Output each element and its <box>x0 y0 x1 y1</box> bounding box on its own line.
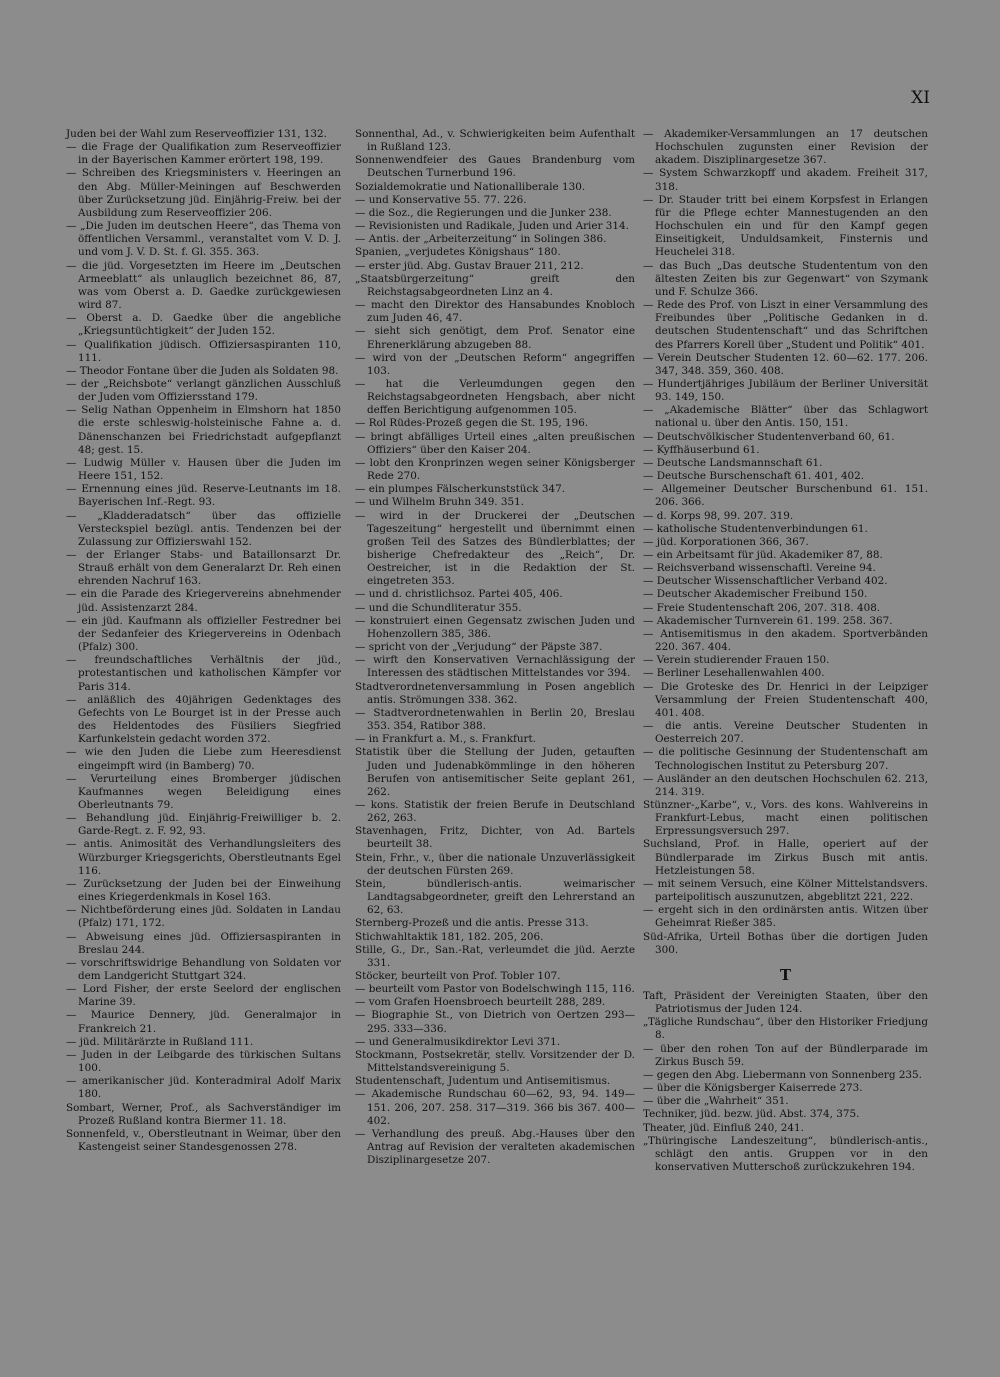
index-entry: — kons. Statistik der freien Berufe in Deutschland 262, 263. <box>355 798 635 825</box>
index-entry: „Thüringische Landeszeitung“, bündlerisch-antis., schlägt den antis. Gruppen vor in den konservativen Mutterschoß zurückzukehren 194. <box>643 1134 928 1174</box>
index-entry: Süd-Afrika, Urteil Bothas über die dortigen Juden 300. <box>643 930 928 956</box>
index-entry: Juden bei der Wahl zum Reserveoffizier 131, 132. <box>66 128 327 140</box>
index-entry: „Staatsbürgerzeitung“ greift den Reichstagsabgeordneten Linz an 4. <box>355 272 635 298</box>
index-entry: — ein die Parade des Kriegervereins abnehmender jüd. Assistenzarzt 284. <box>66 588 341 614</box>
index-entry: — Akademiker-Versammlungen an 17 deutschen Hochschulen zugunsten einer Revision der akadem. Disziplinargesetze 367. <box>643 128 928 167</box>
index-entry: Stünzner-„Karbe“, v., Vors. des kons. Wahlvereins in Frankfurt-Lebus, macht einen politischen Erpressungsversuch 297. <box>643 798 928 838</box>
index-entry: — antis. Animosität des Verhandlungsleiters des Würzburger Kriegsgerichts, Oberstleutnants Egel 116. <box>66 838 341 877</box>
index-entry: — macht den Direktor des Hansabundes Knobloch zum Juden 46, 47. <box>355 299 635 325</box>
index-entry: — Rede des Prof. von Liszt in einer Versammlung des Freibundes über „Politische Gedanken in d. deutschen Studentenschaft“ und das Schriftchen des Pfarrers Korell über „Student und Politik“ 401. <box>643 299 928 351</box>
index-entry: — vorschriftswidrige Behandlung von Soldaten vor dem Landgericht Stuttgart 324. <box>66 956 341 982</box>
index-entry: — bringt abfälliges Urteil eines „alten preußischen Offiziers“ über den Kaiser 204. <box>355 430 635 456</box>
index-entry: — über den rohen Ton auf der Bündlerparade im Zirkus Busch 59. <box>643 1042 928 1068</box>
index-entry: — Verurteilung eines Bromberger jüdischen Kaufmannes wegen Beleidigung eines Oberleutnants 79. <box>66 772 341 811</box>
index-entry: — ein plumpes Fälscherkunststück 347. <box>355 483 566 496</box>
index-column-middle <box>355 128 635 1167</box>
index-entry: Stockmann, Postsekretär, stellv. Vorsitzender der D. Mittelstandsvereinigung 5. <box>355 1048 635 1075</box>
index-entry: — vom Grafen Hoensbroech beurteilt 288, 289. <box>355 996 606 1009</box>
index-entry: — Deutsche Burschenschaft 61. 401, 402. <box>643 470 865 483</box>
index-entry: — über die Königsberger Kaiserrede 273. <box>643 1082 863 1095</box>
index-entry: — Maurice Dennery, jüd. Generalmajor in Frankreich 21. <box>66 1009 341 1035</box>
index-entry: — Biographie St., von Dietrich von Oertzen 293—295. 333—336. <box>355 1009 635 1035</box>
index-entry: — Deutscher Akademischer Freibund 150. <box>643 588 868 601</box>
index-entry: — lobt den Kronprinzen wegen seiner Königsberger Rede 270. <box>355 456 635 483</box>
index-entry: — und d. christlichsoz. Partei 405, 406. <box>355 588 563 601</box>
index-entry: — Stadtverordnetenwahlen in Berlin 20, Breslau 353. 354, Ratibor 388. <box>355 706 635 733</box>
index-entry: — Hundertjähriges Jubiläum der Berliner Universität 93. 149, 150. <box>643 377 928 404</box>
index-entry: — wird von der „Deutschen Reform“ angegriffen 103. <box>355 351 635 377</box>
index-entry: — amerikanischer jüd. Konteradmiral Adolf Marix 180. <box>66 1075 341 1101</box>
index-entry: — „Die Juden im deutschen Heere“, das Thema von öffentlichen Versamml., veranstaltet vom V. D. J. und vom J. V. D. St. f. Gl. 355. 363. <box>66 220 341 259</box>
index-entry: — sieht sich genötigt, dem Prof. Senator eine Ehrenerklärung abzugeben 88. <box>355 325 635 351</box>
index-entry: — wie den Juden die Liebe zum Heeresdienst eingeimpft wird (in Bamberg) 70. <box>66 746 341 772</box>
index-entry: — Verein studierender Frauen 150. <box>643 654 830 667</box>
index-entry: — die Soz., die Regierungen und die Junker 238. <box>355 206 612 219</box>
index-entry: — Deutsche Landsmannschaft 61. <box>643 456 823 469</box>
index-entry: — über die „Wahrheit“ 351. <box>643 1095 789 1108</box>
index-entry: — die politische Gesinnung der Studentenschaft am Technologischen Institut zu Petersburg 207. <box>643 746 928 772</box>
index-entry: — Reichsverband wissenschaftl. Vereine 94. <box>643 562 876 575</box>
index-entry: Sonnenfeld, v., Oberstleutnant in Weimar, über den Kastengeist seiner Standesgenossen 278. <box>66 1127 341 1154</box>
index-entry: Studentenschaft, Judentum und Antisemitismus. <box>355 1075 611 1088</box>
index-entry: — Freie Studentenschaft 206, 207. 318. 408. <box>643 601 881 614</box>
index-entry: — Lord Fisher, der erste Seelord der englischen Marine 39. <box>66 983 341 1009</box>
index-column-left <box>66 128 341 1154</box>
index-entry: — Ernennung eines jüd. Reserve-Leutnants im 18. Bayerischen Inf.-Regt. 93. <box>66 483 341 509</box>
index-entry: — Oberst a. D. Gaedke über die angebliche „Kriegsuntüchtigkeit“ der Juden 152. <box>66 312 341 338</box>
index-entry: — Zurücksetzung der Juden bei der Einweihung eines Kriegerdenkmals in Kosel 163. <box>66 877 341 904</box>
index-entry: Spanien, „verjudetes Königshaus“ 180. <box>355 246 561 259</box>
index-entry: Taft, Präsident der Vereinigten Staaten, über den Patriotismus der Juden 124. <box>643 990 928 1016</box>
index-entry: — anläßlich des 40jährigen Gedenktages des Gefechts von Le Bourget ist in der Presse auch des Heldentodes des Füsiliers Siegfried Karfunkelstein gedacht worden 372. <box>66 693 341 746</box>
index-entry: — die jüd. Vorgesetzten im Heere im „Deutschen Armeeblatt“ als unlauglich bezeichnet 86, 87, was vom Oberst a. D. Gaedke zurückgewiesen wird 87. <box>66 259 341 312</box>
index-entry: — gegen den Abg. Liebermann von Sonnenberg 235. <box>643 1068 922 1081</box>
index-entry: Stichwahltaktik 181, 182. 205, 206. <box>355 930 544 943</box>
index-entry: Stein, bündlerisch-antis. weimarischer Landtagsabgeordneter, greift den Lehrerstand an 62, 63. <box>355 877 635 917</box>
index-entry: — spricht von der „Verjudung“ der Päpste 387. <box>355 641 603 654</box>
index-entry: — Deutscher Wissenschaftlicher Verband 402. <box>643 575 888 588</box>
index-entry: — und die Schundliteratur 355. <box>355 601 522 614</box>
index-entry: — Antis. der „Arbeiterzeitung“ in Solingen 386. <box>355 233 607 246</box>
index-entry: — der „Reichsbote“ verlangt gänzlichen Ausschluß der Juden vom Offiziersstand 179. <box>66 377 341 404</box>
section-heading: T <box>779 965 792 984</box>
index-entry: — Ludwig Müller v. Hausen über die Juden im Heere 151, 152. <box>66 456 341 483</box>
index-entry: — Kyffhäuserbund 61. <box>643 443 760 456</box>
index-entry: — ein jüd. Kaufmann als offizieller Festredner bei der Sedanfeier des Kriegervereins in Odenbach (Pfalz) 300. <box>66 614 341 654</box>
index-entry: Sonnenthal, Ad., v. Schwierigkeiten beim Aufenthalt in Rußland 123. <box>355 128 635 154</box>
index-entry: — Qualifikation jüdisch. Offiziersaspiranten 110, 111. <box>66 338 341 364</box>
index-entry: Sternberg-Prozeß und die antis. Presse 313. <box>355 917 589 930</box>
index-entry: — konstruiert einen Gegensatz zwischen Juden und Hohenzollern 385, 386. <box>355 614 635 640</box>
index-entry: — freundschaftliches Verhältnis der jüd., protestantischen und katholischen Kämpfer vor Paris 314. <box>66 654 341 693</box>
index-entry: — in Frankfurt a. M., s. Frankfurt. <box>355 733 536 746</box>
index-entry: — Verein Deutscher Studenten 12. 60—62. 177. 206. 347, 348. 359, 360. 408. <box>643 351 928 377</box>
index-entry: Stille, G., Dr., San.-Rat, verleumdet die jüd. Aerzte 331. <box>355 943 635 969</box>
index-entry: Stadtverordnetenversammlung in Posen angeblich antis. Strömungen 338. 362. <box>355 680 635 706</box>
index-entry: — Dr. Stauder tritt bei einem Korpsfest in Erlangen für die Pflege echter Mannestugenden an den Hochschulen ein und für den Kampf gegen Einseitigkeit, Unduldsamkeit, Finsternis und Heuchelei 318. <box>643 193 928 259</box>
index-entry: — Revisionisten und Radikale, Juden und Arier 314. <box>355 220 629 233</box>
index-entry: — Rol Rüdes-Prozeß gegen die St. 195, 196. <box>355 417 589 430</box>
index-entry: — Abweisung eines jüd. Offiziersaspiranten in Breslau 244. <box>66 930 341 956</box>
index-entry: Sombart, Werner, Prof., als Sachverständiger im Prozeß Rußland kontra Biermer 11. 18. <box>66 1101 341 1127</box>
index-entry: — Allgemeiner Deutscher Burschenbund 61. 151. 206. 366. <box>643 483 928 509</box>
index-entry: Statistik über die Stellung der Juden, getauften Juden und Judenabkömmlinge in den höheren Berufen von antisemitischer Seite geplant 261, 262. <box>355 746 635 798</box>
index-entry: — und Generalmusikdirektor Levi 371. <box>355 1035 561 1048</box>
index-entry: — jüd. Korporationen 366, 367. <box>643 535 809 548</box>
index-entry: „Tägliche Rundschau“, über den Historiker Friedjung 8. <box>643 1016 928 1042</box>
index-entry: — „Akademische Blätter“ über das Schlagwort national u. über den Antis. 150, 151. <box>643 404 928 430</box>
index-entry: — Antisemitismus in den akadem. Sportverbänden 220. 367. 404. <box>643 627 928 654</box>
index-entry: — System Schwarzkopff und akadem. Freiheit 317, 318. <box>643 167 928 193</box>
index-entry: — wirft den Konservativen Vernachlässigung der Interessen des städtischen Mittelstandes vor 394. <box>355 654 635 680</box>
index-entry: — jüd. Militärärzte in Rußland 111. <box>66 1035 254 1048</box>
index-entry: — erster jüd. Abg. Gustav Brauer 211, 212. <box>355 259 584 272</box>
index-entry: Sozialdemokratie und Nationalliberale 130. <box>355 180 586 193</box>
index-entry: — katholische Studentenverbindungen 61. <box>643 522 868 535</box>
index-entry: Techniker, jüd. bezw. jüd. Abst. 374, 375. <box>643 1108 860 1121</box>
index-entry: — ergeht sich in den ordinärsten antis. Witzen über Geheimrat Rießer 385. <box>643 904 928 930</box>
index-entry: Stöcker, beurteilt von Prof. Tobler 107. <box>355 970 561 982</box>
index-entry: — Ausländer an den deutschen Hochschulen 62. 213, 214. 319. <box>643 772 928 798</box>
index-entry: — Selig Nathan Oppenheim in Elmshorn hat 1850 die erste schleswig-holsteinische Fahne a. d. Dänenschanzen bei Friedrichstadt aufgepflanzt 48; gest. 15. <box>66 404 341 456</box>
index-entry: — d. Korps 98, 99. 207. 319. <box>643 509 794 522</box>
index-entry: — wird in der Druckerei der „Deutschen Tageszeitung“ hergestellt und übernimmt einen großen Teil des Satzes des Bündlerblattes; der bisherige Chefredakteur des „Reich“, Dr. Oestreicher, ist in die Redaktion der St. eingetreten 353. <box>355 509 635 588</box>
page-number: XI <box>911 88 930 108</box>
index-entry: Theater, jüd. Einfluß 240, 241. <box>643 1121 804 1134</box>
index-entry: — beurteilt vom Pastor von Bodelschwingh 115, 116. <box>355 983 635 996</box>
index-entry: — Behandlung jüd. Einjährig-Freiwilliger b. 2. Garde-Regt. z. F. 92, 93. <box>66 812 341 838</box>
index-entry: — Deutschvölkischer Studentenverband 60, 61. <box>643 430 895 443</box>
index-entry: — mit seinem Versuch, eine Kölner Mittelstandsvers. parteipolitisch auszunutzen, abgeblitzt 221, 222. <box>643 877 928 904</box>
index-entry: — ein Arbeitsamt für jüd. Akademiker 87, 88. <box>643 549 883 561</box>
index-entry: — Die Groteske des Dr. Henrici in der Leipziger Versammlung der Freien Studentenschaft 400, 401. 408. <box>643 680 928 719</box>
index-column-right <box>643 128 928 1174</box>
index-entry: — Akademischer Turnverein 61. 199. 258. 367. <box>643 614 893 627</box>
index-entry: — und Wilhelm Bruhn 349. 351. <box>355 496 525 509</box>
index-entry: — Verhandlung des preuß. Abg.-Hauses über den Antrag auf Revision der veralteten akademischen Disziplinargesetze 207. <box>355 1127 635 1167</box>
index-entry: — Berliner Lesehallenwahlen 400. <box>643 667 825 680</box>
index-entry: — die Frage der Qualifikation zum Reserveoffizier in der Bayerischen Kammer erörtert 198, 199. <box>66 141 341 167</box>
index-entry: — „Kladderadatsch“ über das offizielle Versteckspiel bezügl. antis. Tendenzen bei der Zulassung zur Offizierswahl 152. <box>66 509 341 548</box>
index-entry: — der Erlanger Stabs- und Bataillonsarzt Dr. Strauß erhält von dem Generalarzt Dr. Reh einen ehrenden Nachruf 163. <box>66 549 341 588</box>
index-entry: — Juden in der Leibgarde des türkischen Sultans 100. <box>66 1048 341 1075</box>
index-entry: — hat die Verleumdungen gegen den Reichstagsabgeordneten Hengsbach, aber nicht deffen Berichtigung aufgenommen 105. <box>355 377 635 417</box>
index-entry: — Theodor Fontane über die Juden als Soldaten 98. <box>66 364 339 377</box>
index-entry: — Nichtbeförderung eines jüd. Soldaten in Landau (Pfalz) 171, 172. <box>66 904 341 930</box>
index-entry: Sonnenwendfeier des Gaues Brandenburg vom Deutschen Turnerbund 196. <box>355 154 635 180</box>
index-entry: — und Konservative 55. 77. 226. <box>355 193 527 206</box>
index-entry: Stein, Frhr., v., über die nationale Unzuverlässigkeit der deutschen Fürsten 269. <box>355 851 635 877</box>
index-entry: — die antis. Vereine Deutscher Studenten in Oesterreich 207. <box>643 720 928 746</box>
index-entry: Suchsland, Prof. in Halle, operiert auf der Bündlerparade im Zirkus Busch mit antis. Hetzleistungen 58. <box>643 838 928 877</box>
index-entry: — Schreiben des Kriegsministers v. Heeringen an den Abg. Müller-Meiningen auf Beschwerden über Zurücksetzung jüd. Einjährig-Freiw. bei der Ausbildung zum Reserveoffizier 206. <box>66 167 341 219</box>
index-entry: — Akademische Rundschau 60—62, 93, 94. 149—151. 206, 207. 258. 317—319. 366 bis 367. 400—402. <box>355 1088 635 1127</box>
index-entry: — das Buch „Das deutsche Studententum von den ältesten Zeiten bis zur Gegenwart“ von Szymank und F. Schulze 366. <box>643 259 928 298</box>
index-entry: Stavenhagen, Fritz, Dichter, von Ad. Bartels beurteilt 38. <box>355 825 635 851</box>
